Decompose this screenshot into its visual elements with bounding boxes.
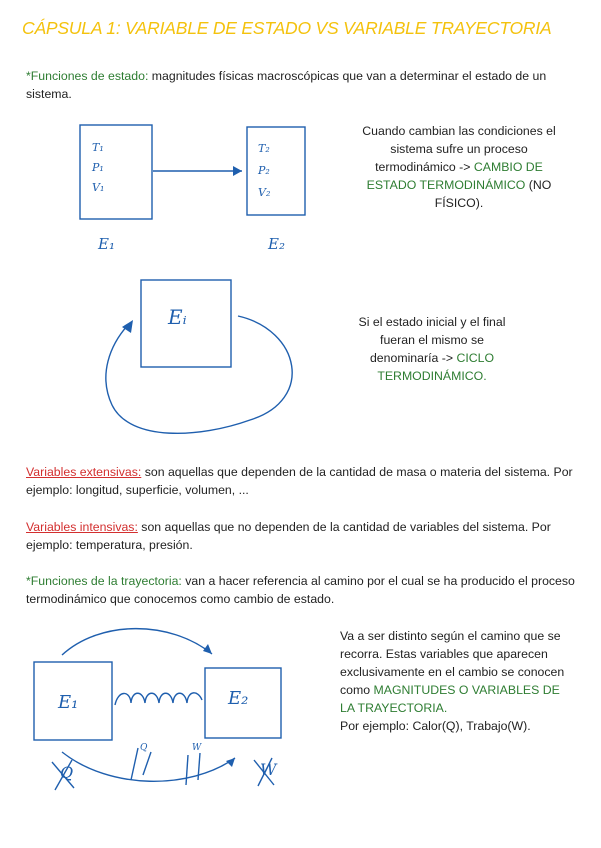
note1-tail: (NO FÍSICO). [434,178,552,210]
trajectory-box-1-label: E₁ [58,692,79,713]
note1-text: Cuando cambian las condiciones el sistema sufre un proceso termodinámico -> [362,124,556,174]
cycle-box-label: Eᵢ [168,305,187,329]
mark-w2: W [192,743,202,753]
state-label-2: E₂ [268,235,285,253]
box2-var-v: V₂ [258,186,271,199]
page-title: CÁPSULA 1: VARIABLE DE ESTADO VS VARIABLE TRAYECTORIA [22,18,552,38]
state-functions-label: *Funciones de estado: [26,69,149,83]
note3-highlight: MAGNITUDES O VARIABLES DE LA TRAYECTORIA. [340,683,560,715]
trajectory-text: van a hacer referencia al camino por el cual se ha producido el proceso termodinámico que conocemos como cambio de estado. [26,574,575,606]
note2-highlight: CICLO TERMODINÁMICO. [377,351,495,383]
trajectory-label: *Funciones de la trayectoria: [26,574,182,588]
box2-var-t: T₂ [258,142,270,155]
trajectory-bottom-path [62,752,235,781]
work-arrow-1 [143,752,151,775]
note3-text: Va a ser distinto según el camino que se recorra. Estas variables que aparecen exclusivamente en el cambio se conocen como [340,629,565,697]
box1-var-t: T₁ [92,141,104,154]
box1-var-v: V₁ [92,181,105,194]
intensive-label: Variables intensivas: [26,520,138,534]
note2-text: Si el estado inicial y el final fueran el mismo se denominaría -> [358,315,506,365]
note3-tail: Por ejemplo: Calor(Q), Trabajo(W). [340,719,531,733]
trajectory-box-2-label: E₂ [228,688,249,709]
extensive-text: son aquellas que dependen de la cantidad de masa o materia del sistema. Por ejemplo: longitud, superficie, volumen, ... [26,465,573,497]
extensive-label: Variables extensivas: [26,465,142,479]
heat-arrow-1 [131,748,138,780]
box1-var-p: P₁ [92,161,104,174]
mark-q2: Q [140,743,148,753]
trajectory-top-path [62,629,212,655]
note1-highlight: CAMBIO DE ESTADO TERMODINÁMICO [366,160,543,192]
heat-arrow-2 [186,755,188,785]
state-label-1: E₁ [98,235,115,253]
mark-w1: W [260,760,277,779]
trajectory-note [340,627,572,735]
trajectory-coil-path [115,693,202,705]
work-arrow-2 [198,753,200,780]
intensive-text: son aquellas que no dependen de la cantidad de variables del sistema. Por ejemplo: temperatura, presión. [26,520,551,552]
mark-q1: Q [60,763,74,782]
box2-var-p: P₂ [258,164,270,177]
state-functions-text: magnitudes físicas macroscópicas que van a determinar el estado de un sistema. [26,69,547,101]
